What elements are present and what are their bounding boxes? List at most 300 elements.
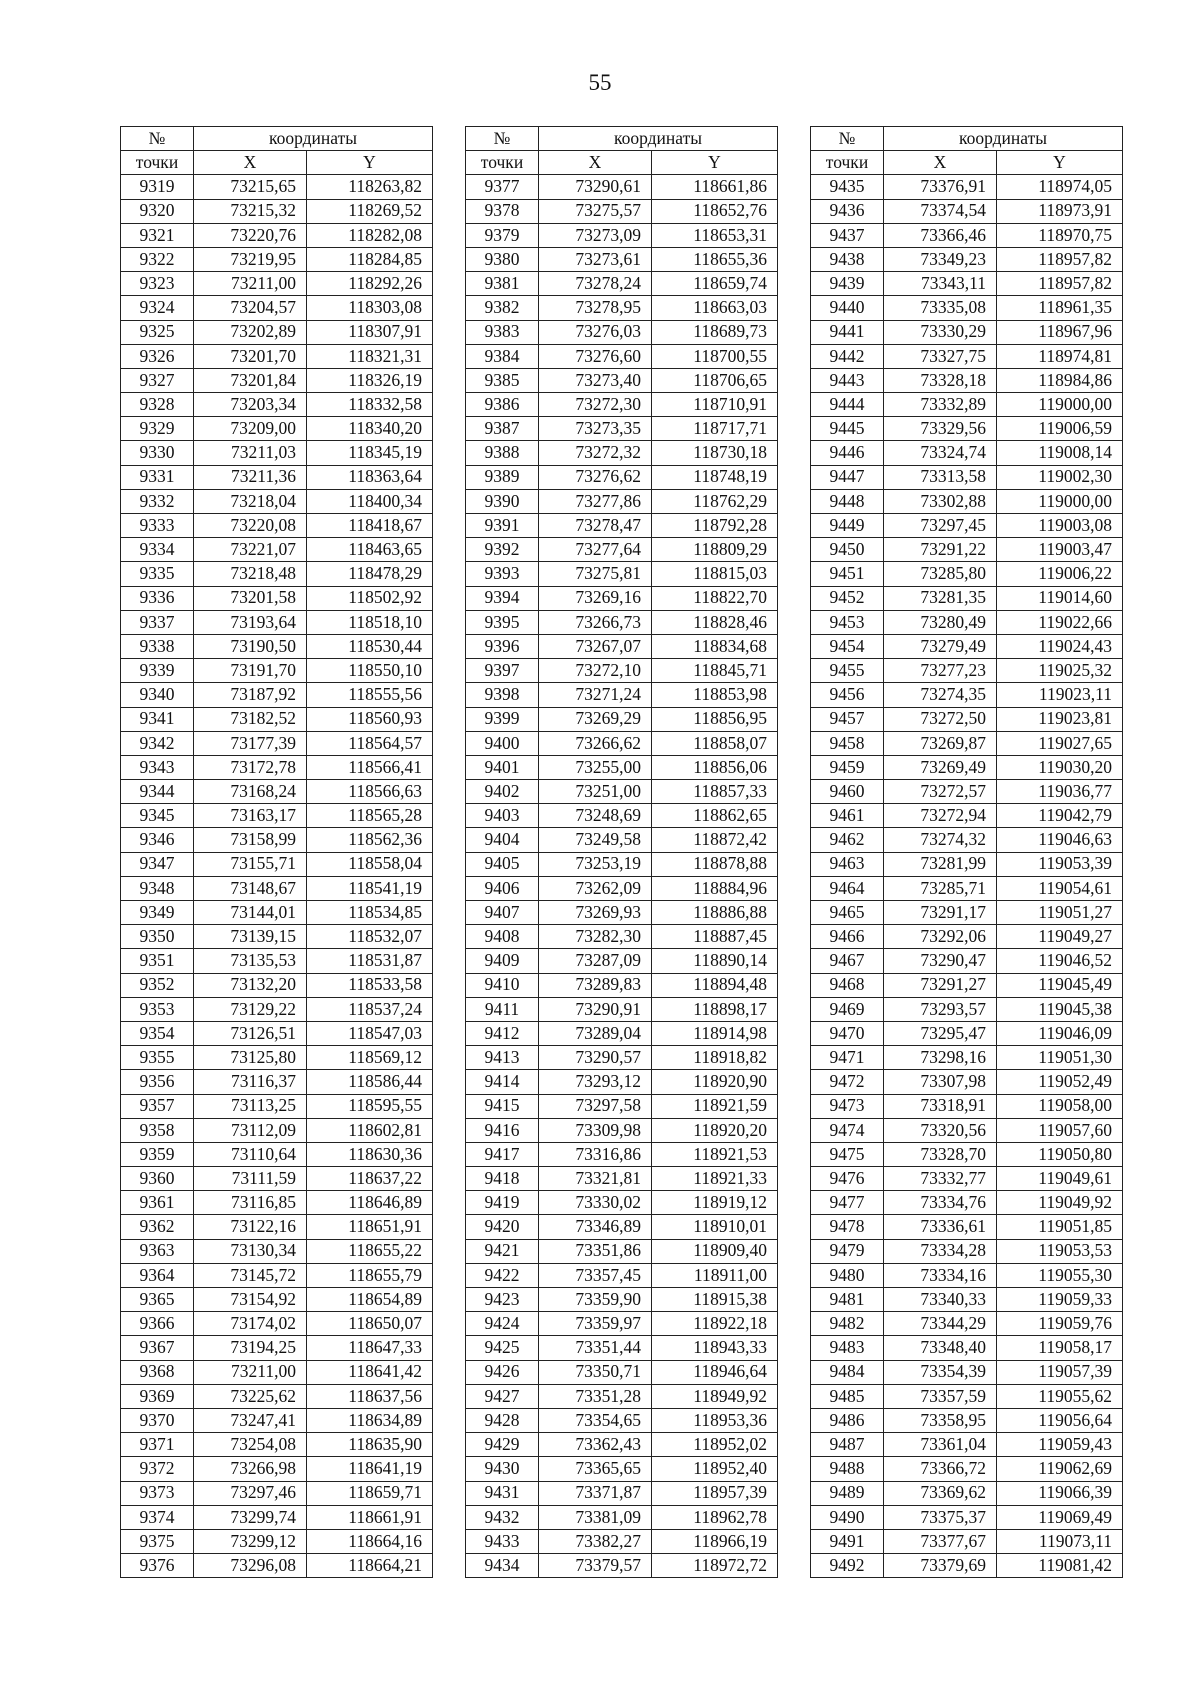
point-number-cell: 9337 <box>121 610 194 634</box>
x-coordinate-cell: 73209,00 <box>194 417 307 441</box>
table-row <box>466 1554 778 1578</box>
point-number-cell: 9491 <box>811 1529 884 1553</box>
y-coordinate-cell: 118566,41 <box>307 755 433 779</box>
point-number-cell: 9442 <box>811 344 884 368</box>
table-row <box>466 272 778 296</box>
table-row <box>466 465 778 489</box>
x-coordinate-cell: 73269,16 <box>539 586 652 610</box>
point-number-cell: 9400 <box>466 731 539 755</box>
y-coordinate-cell: 118560,93 <box>307 707 433 731</box>
point-number-cell: 9483 <box>811 1336 884 1360</box>
y-coordinate-cell: 118555,56 <box>307 683 433 707</box>
point-number-cell: 9414 <box>466 1070 539 1094</box>
x-coordinate-cell: 73280,49 <box>884 610 997 634</box>
point-number-cell: 9392 <box>466 538 539 562</box>
y-coordinate-cell: 118884,96 <box>652 876 778 900</box>
table-row <box>466 610 778 634</box>
x-coordinate-cell: 73295,47 <box>884 1021 997 1045</box>
point-number-cell: 9372 <box>121 1457 194 1481</box>
y-coordinate-cell: 118463,65 <box>307 538 433 562</box>
y-coordinate-cell: 118828,46 <box>652 610 778 634</box>
x-coordinate-cell: 73267,07 <box>539 634 652 658</box>
y-coordinate-cell: 118641,42 <box>307 1360 433 1384</box>
y-coordinate-cell: 118659,74 <box>652 272 778 296</box>
point-number-cell: 9437 <box>811 223 884 247</box>
y-coordinate-cell: 119003,08 <box>997 514 1123 538</box>
y-coordinate-cell: 119051,27 <box>997 901 1123 925</box>
table-row <box>121 272 433 296</box>
point-number-cell: 9344 <box>121 780 194 804</box>
table-row <box>811 659 1123 683</box>
point-number-cell: 9459 <box>811 755 884 779</box>
table-row <box>121 852 433 876</box>
point-number-cell: 9328 <box>121 393 194 417</box>
x-coordinate-cell: 73211,03 <box>194 441 307 465</box>
table-header-row <box>466 127 778 151</box>
y-coordinate-cell: 118630,36 <box>307 1142 433 1166</box>
x-coordinate-cell: 73273,09 <box>539 223 652 247</box>
x-coordinate-cell: 73354,65 <box>539 1408 652 1432</box>
y-coordinate-cell: 119058,00 <box>997 1094 1123 1118</box>
point-number-cell: 9389 <box>466 465 539 489</box>
x-coordinate-cell: 73350,71 <box>539 1360 652 1384</box>
point-number-cell: 9490 <box>811 1505 884 1529</box>
table-row <box>121 199 433 223</box>
table-row <box>121 344 433 368</box>
point-number-cell: 9348 <box>121 876 194 900</box>
table-row <box>121 876 433 900</box>
y-coordinate-cell: 118637,22 <box>307 1167 433 1191</box>
y-coordinate-cell: 119049,61 <box>997 1167 1123 1191</box>
y-coordinate-cell: 118418,67 <box>307 514 433 538</box>
point-number-cell: 9421 <box>466 1239 539 1263</box>
point-number-cell: 9381 <box>466 272 539 296</box>
x-coordinate-cell: 73357,45 <box>539 1263 652 1287</box>
table-row <box>811 1312 1123 1336</box>
table-row <box>811 199 1123 223</box>
x-coordinate-cell: 73379,57 <box>539 1554 652 1578</box>
x-coordinate-cell: 73148,67 <box>194 876 307 900</box>
point-number-cell: 9335 <box>121 562 194 586</box>
point-number-cell: 9462 <box>811 828 884 852</box>
page-number: 55 <box>588 70 612 95</box>
x-coordinate-cell: 73293,57 <box>884 997 997 1021</box>
x-coordinate-cell: 73334,76 <box>884 1191 997 1215</box>
y-coordinate-cell: 118332,58 <box>307 393 433 417</box>
y-coordinate-cell: 119046,52 <box>997 949 1123 973</box>
y-coordinate-cell: 119023,81 <box>997 707 1123 731</box>
point-number-cell: 9489 <box>811 1481 884 1505</box>
point-number-cell: 9357 <box>121 1094 194 1118</box>
y-coordinate-cell: 119046,09 <box>997 1021 1123 1045</box>
point-number-cell: 9375 <box>121 1529 194 1553</box>
x-coordinate-cell: 73177,39 <box>194 731 307 755</box>
table-row <box>121 1263 433 1287</box>
y-coordinate-cell: 118984,86 <box>997 368 1123 392</box>
table-header-row <box>811 151 1123 175</box>
point-number-cell: 9399 <box>466 707 539 731</box>
x-coordinate-cell: 73277,64 <box>539 538 652 562</box>
x-coordinate-cell: 73272,30 <box>539 393 652 417</box>
y-coordinate-cell: 118661,91 <box>307 1505 433 1529</box>
point-number-cell: 9420 <box>466 1215 539 1239</box>
table-row <box>811 272 1123 296</box>
table-row <box>466 175 778 199</box>
y-coordinate-cell: 118921,59 <box>652 1094 778 1118</box>
x-coordinate-cell: 73273,61 <box>539 247 652 271</box>
x-coordinate-cell: 73290,91 <box>539 997 652 1021</box>
point-number-cell: 9453 <box>811 610 884 634</box>
x-coordinate-cell: 73276,62 <box>539 465 652 489</box>
y-coordinate-cell: 118974,81 <box>997 344 1123 368</box>
y-coordinate-cell: 118340,20 <box>307 417 433 441</box>
point-number-cell: 9443 <box>811 368 884 392</box>
table-header-row <box>466 151 778 175</box>
header-coordinates: координаты <box>539 127 778 151</box>
y-coordinate-cell: 119006,22 <box>997 562 1123 586</box>
table-row <box>811 465 1123 489</box>
y-coordinate-cell: 118531,87 <box>307 949 433 973</box>
point-number-cell: 9333 <box>121 514 194 538</box>
y-coordinate-cell: 119046,63 <box>997 828 1123 852</box>
point-number-cell: 9432 <box>466 1505 539 1529</box>
y-coordinate-cell: 118920,20 <box>652 1118 778 1142</box>
point-number-cell: 9347 <box>121 852 194 876</box>
table-row <box>121 1288 433 1312</box>
x-coordinate-cell: 73381,09 <box>539 1505 652 1529</box>
point-number-cell: 9449 <box>811 514 884 538</box>
header-x: X <box>539 151 652 175</box>
table-row <box>466 247 778 271</box>
table-row <box>121 1046 433 1070</box>
y-coordinate-cell: 119058,17 <box>997 1336 1123 1360</box>
table-row <box>466 1191 778 1215</box>
table-row <box>811 1408 1123 1432</box>
y-coordinate-cell: 119055,30 <box>997 1263 1123 1287</box>
x-coordinate-cell: 73292,06 <box>884 925 997 949</box>
table-row <box>121 1070 433 1094</box>
table-row <box>466 901 778 925</box>
table-row <box>466 1288 778 1312</box>
table-row <box>466 320 778 344</box>
y-coordinate-cell: 118858,07 <box>652 731 778 755</box>
coordinates-table <box>810 126 1123 1578</box>
x-coordinate-cell: 73272,10 <box>539 659 652 683</box>
x-coordinate-cell: 73116,85 <box>194 1191 307 1215</box>
table-row <box>811 1554 1123 1578</box>
point-number-cell: 9482 <box>811 1312 884 1336</box>
y-coordinate-cell: 118856,06 <box>652 755 778 779</box>
x-coordinate-cell: 73299,12 <box>194 1529 307 1553</box>
y-coordinate-cell: 118700,55 <box>652 344 778 368</box>
table-row <box>466 1215 778 1239</box>
table-row <box>121 755 433 779</box>
x-coordinate-cell: 73174,02 <box>194 1312 307 1336</box>
point-number-cell: 9368 <box>121 1360 194 1384</box>
point-number-cell: 9430 <box>466 1457 539 1481</box>
table-row <box>811 247 1123 271</box>
point-number-cell: 9402 <box>466 780 539 804</box>
x-coordinate-cell: 73194,25 <box>194 1336 307 1360</box>
y-coordinate-cell: 119057,39 <box>997 1360 1123 1384</box>
table-row <box>811 441 1123 465</box>
y-coordinate-cell: 118878,88 <box>652 852 778 876</box>
point-number-cell: 9321 <box>121 223 194 247</box>
y-coordinate-cell: 118655,22 <box>307 1239 433 1263</box>
x-coordinate-cell: 73334,16 <box>884 1263 997 1287</box>
point-number-cell: 9409 <box>466 949 539 973</box>
table-row <box>121 731 433 755</box>
table-row <box>811 852 1123 876</box>
table-row <box>121 1239 433 1263</box>
point-number-cell: 9470 <box>811 1021 884 1045</box>
y-coordinate-cell: 118706,65 <box>652 368 778 392</box>
x-coordinate-cell: 73343,11 <box>884 272 997 296</box>
x-coordinate-cell: 73262,09 <box>539 876 652 900</box>
point-number-cell: 9433 <box>466 1529 539 1553</box>
point-number-cell: 9477 <box>811 1191 884 1215</box>
y-coordinate-cell: 119023,11 <box>997 683 1123 707</box>
point-number-cell: 9388 <box>466 441 539 465</box>
y-coordinate-cell: 118363,64 <box>307 465 433 489</box>
point-number-cell: 9467 <box>811 949 884 973</box>
point-number-cell: 9369 <box>121 1384 194 1408</box>
x-coordinate-cell: 73291,22 <box>884 538 997 562</box>
y-coordinate-cell: 118914,98 <box>652 1021 778 1045</box>
table-row <box>466 1094 778 1118</box>
x-coordinate-cell: 73375,37 <box>884 1505 997 1529</box>
y-coordinate-cell: 119066,39 <box>997 1481 1123 1505</box>
x-coordinate-cell: 73110,64 <box>194 1142 307 1166</box>
point-number-cell: 9332 <box>121 489 194 513</box>
point-number-cell: 9384 <box>466 344 539 368</box>
table-row <box>121 1142 433 1166</box>
table-row <box>466 1118 778 1142</box>
point-number-cell: 9461 <box>811 804 884 828</box>
y-coordinate-cell: 118957,82 <box>997 272 1123 296</box>
table-row <box>811 828 1123 852</box>
table-row <box>466 949 778 973</box>
point-number-cell: 9363 <box>121 1239 194 1263</box>
table-row <box>811 1191 1123 1215</box>
point-number-cell: 9386 <box>466 393 539 417</box>
table-row <box>466 1046 778 1070</box>
y-coordinate-cell: 119073,11 <box>997 1529 1123 1553</box>
x-coordinate-cell: 73112,09 <box>194 1118 307 1142</box>
y-coordinate-cell: 118562,36 <box>307 828 433 852</box>
x-coordinate-cell: 73318,91 <box>884 1094 997 1118</box>
point-number-cell: 9362 <box>121 1215 194 1239</box>
point-number-cell: 9469 <box>811 997 884 1021</box>
x-coordinate-cell: 73266,98 <box>194 1457 307 1481</box>
table-header-row <box>811 127 1123 151</box>
table-row <box>121 489 433 513</box>
point-number-cell: 9455 <box>811 659 884 683</box>
y-coordinate-cell: 118953,36 <box>652 1408 778 1432</box>
x-coordinate-cell: 73289,83 <box>539 973 652 997</box>
table-row <box>811 780 1123 804</box>
x-coordinate-cell: 73218,48 <box>194 562 307 586</box>
y-coordinate-cell: 118957,82 <box>997 247 1123 271</box>
x-coordinate-cell: 73328,18 <box>884 368 997 392</box>
y-coordinate-cell: 118558,04 <box>307 852 433 876</box>
x-coordinate-cell: 73271,24 <box>539 683 652 707</box>
y-coordinate-cell: 118911,00 <box>652 1263 778 1287</box>
y-coordinate-cell: 118647,33 <box>307 1336 433 1360</box>
x-coordinate-cell: 73334,28 <box>884 1239 997 1263</box>
x-coordinate-cell: 73154,92 <box>194 1288 307 1312</box>
point-number-cell: 9422 <box>466 1263 539 1287</box>
y-coordinate-cell: 118946,64 <box>652 1360 778 1384</box>
point-number-cell: 9370 <box>121 1408 194 1432</box>
y-coordinate-cell: 118635,90 <box>307 1433 433 1457</box>
y-coordinate-cell: 118637,56 <box>307 1384 433 1408</box>
y-coordinate-cell: 118949,92 <box>652 1384 778 1408</box>
table-row <box>811 1070 1123 1094</box>
x-coordinate-cell: 73163,17 <box>194 804 307 828</box>
header-point-label: точки <box>811 151 884 175</box>
y-coordinate-cell: 119081,42 <box>997 1554 1123 1578</box>
table-row <box>466 755 778 779</box>
y-coordinate-cell: 119042,79 <box>997 804 1123 828</box>
point-number-cell: 9478 <box>811 1215 884 1239</box>
y-coordinate-cell: 118541,19 <box>307 876 433 900</box>
table-row <box>121 465 433 489</box>
x-coordinate-cell: 73273,40 <box>539 368 652 392</box>
y-coordinate-cell: 118822,70 <box>652 586 778 610</box>
y-coordinate-cell: 118845,71 <box>652 659 778 683</box>
table-row <box>466 296 778 320</box>
x-coordinate-cell: 73111,59 <box>194 1167 307 1191</box>
header-x: X <box>194 151 307 175</box>
x-coordinate-cell: 73129,22 <box>194 997 307 1021</box>
point-number-cell: 9345 <box>121 804 194 828</box>
table-row <box>466 973 778 997</box>
y-coordinate-cell: 118921,33 <box>652 1167 778 1191</box>
y-coordinate-cell: 118918,82 <box>652 1046 778 1070</box>
x-coordinate-cell: 73290,47 <box>884 949 997 973</box>
point-number-cell: 9404 <box>466 828 539 852</box>
y-coordinate-cell: 118792,28 <box>652 514 778 538</box>
table-row <box>811 1336 1123 1360</box>
y-coordinate-cell: 118569,12 <box>307 1046 433 1070</box>
table-row <box>466 1312 778 1336</box>
y-coordinate-cell: 118602,81 <box>307 1118 433 1142</box>
x-coordinate-cell: 73266,62 <box>539 731 652 755</box>
table-body <box>121 175 433 1578</box>
x-coordinate-cell: 73307,98 <box>884 1070 997 1094</box>
point-number-cell: 9480 <box>811 1263 884 1287</box>
y-coordinate-cell: 118967,96 <box>997 320 1123 344</box>
y-coordinate-cell: 119006,59 <box>997 417 1123 441</box>
point-number-cell: 9452 <box>811 586 884 610</box>
x-coordinate-cell: 73289,04 <box>539 1021 652 1045</box>
table-row <box>811 1118 1123 1142</box>
coordinates-table <box>120 126 433 1578</box>
x-coordinate-cell: 73316,86 <box>539 1142 652 1166</box>
point-number-cell: 9383 <box>466 320 539 344</box>
table-row <box>466 1239 778 1263</box>
y-coordinate-cell: 118269,52 <box>307 199 433 223</box>
point-number-cell: 9465 <box>811 901 884 925</box>
table-row <box>466 538 778 562</box>
header-y: Y <box>652 151 778 175</box>
point-number-cell: 9435 <box>811 175 884 199</box>
point-number-cell: 9377 <box>466 175 539 199</box>
table-row <box>466 852 778 876</box>
table-row <box>121 175 433 199</box>
x-coordinate-cell: 73346,89 <box>539 1215 652 1239</box>
x-coordinate-cell: 73251,00 <box>539 780 652 804</box>
x-coordinate-cell: 73211,36 <box>194 465 307 489</box>
point-number-cell: 9410 <box>466 973 539 997</box>
header-y: Y <box>997 151 1123 175</box>
point-number-cell: 9457 <box>811 707 884 731</box>
point-number-cell: 9342 <box>121 731 194 755</box>
y-coordinate-cell: 119045,49 <box>997 973 1123 997</box>
y-coordinate-cell: 118532,07 <box>307 925 433 949</box>
y-coordinate-cell: 119027,65 <box>997 731 1123 755</box>
table-row <box>121 1408 433 1432</box>
y-coordinate-cell: 118890,14 <box>652 949 778 973</box>
x-coordinate-cell: 73296,08 <box>194 1554 307 1578</box>
y-coordinate-cell: 118886,88 <box>652 901 778 925</box>
x-coordinate-cell: 73145,72 <box>194 1263 307 1287</box>
table-row <box>811 1167 1123 1191</box>
point-number-cell: 9460 <box>811 780 884 804</box>
table-row <box>811 393 1123 417</box>
x-coordinate-cell: 73215,32 <box>194 199 307 223</box>
table-header-row <box>121 127 433 151</box>
y-coordinate-cell: 119049,27 <box>997 925 1123 949</box>
point-number-cell: 9364 <box>121 1263 194 1287</box>
table-row <box>466 562 778 586</box>
x-coordinate-cell: 73116,37 <box>194 1070 307 1094</box>
point-number-cell: 9325 <box>121 320 194 344</box>
x-coordinate-cell: 73291,17 <box>884 901 997 925</box>
table-row <box>466 925 778 949</box>
y-coordinate-cell: 118661,86 <box>652 175 778 199</box>
y-coordinate-cell: 118710,91 <box>652 393 778 417</box>
table-row <box>121 296 433 320</box>
x-coordinate-cell: 73135,53 <box>194 949 307 973</box>
x-coordinate-cell: 73203,34 <box>194 393 307 417</box>
y-coordinate-cell: 118478,29 <box>307 562 433 586</box>
x-coordinate-cell: 73290,57 <box>539 1046 652 1070</box>
point-number-cell: 9355 <box>121 1046 194 1070</box>
point-number-cell: 9343 <box>121 755 194 779</box>
y-coordinate-cell: 119014,60 <box>997 586 1123 610</box>
table-row <box>811 1433 1123 1457</box>
y-coordinate-cell: 119036,77 <box>997 780 1123 804</box>
header-x: X <box>884 151 997 175</box>
table-row <box>121 393 433 417</box>
point-number-cell: 9448 <box>811 489 884 513</box>
point-number-cell: 9474 <box>811 1118 884 1142</box>
table-row <box>121 586 433 610</box>
x-coordinate-cell: 73274,32 <box>884 828 997 852</box>
header-point-number: № <box>811 127 884 151</box>
x-coordinate-cell: 73273,35 <box>539 417 652 441</box>
table-row <box>811 1505 1123 1529</box>
y-coordinate-cell: 118641,19 <box>307 1457 433 1481</box>
x-coordinate-cell: 73358,95 <box>884 1408 997 1432</box>
y-coordinate-cell: 118910,01 <box>652 1215 778 1239</box>
y-coordinate-cell: 118952,40 <box>652 1457 778 1481</box>
point-number-cell: 9456 <box>811 683 884 707</box>
table-row <box>121 514 433 538</box>
x-coordinate-cell: 73269,29 <box>539 707 652 731</box>
